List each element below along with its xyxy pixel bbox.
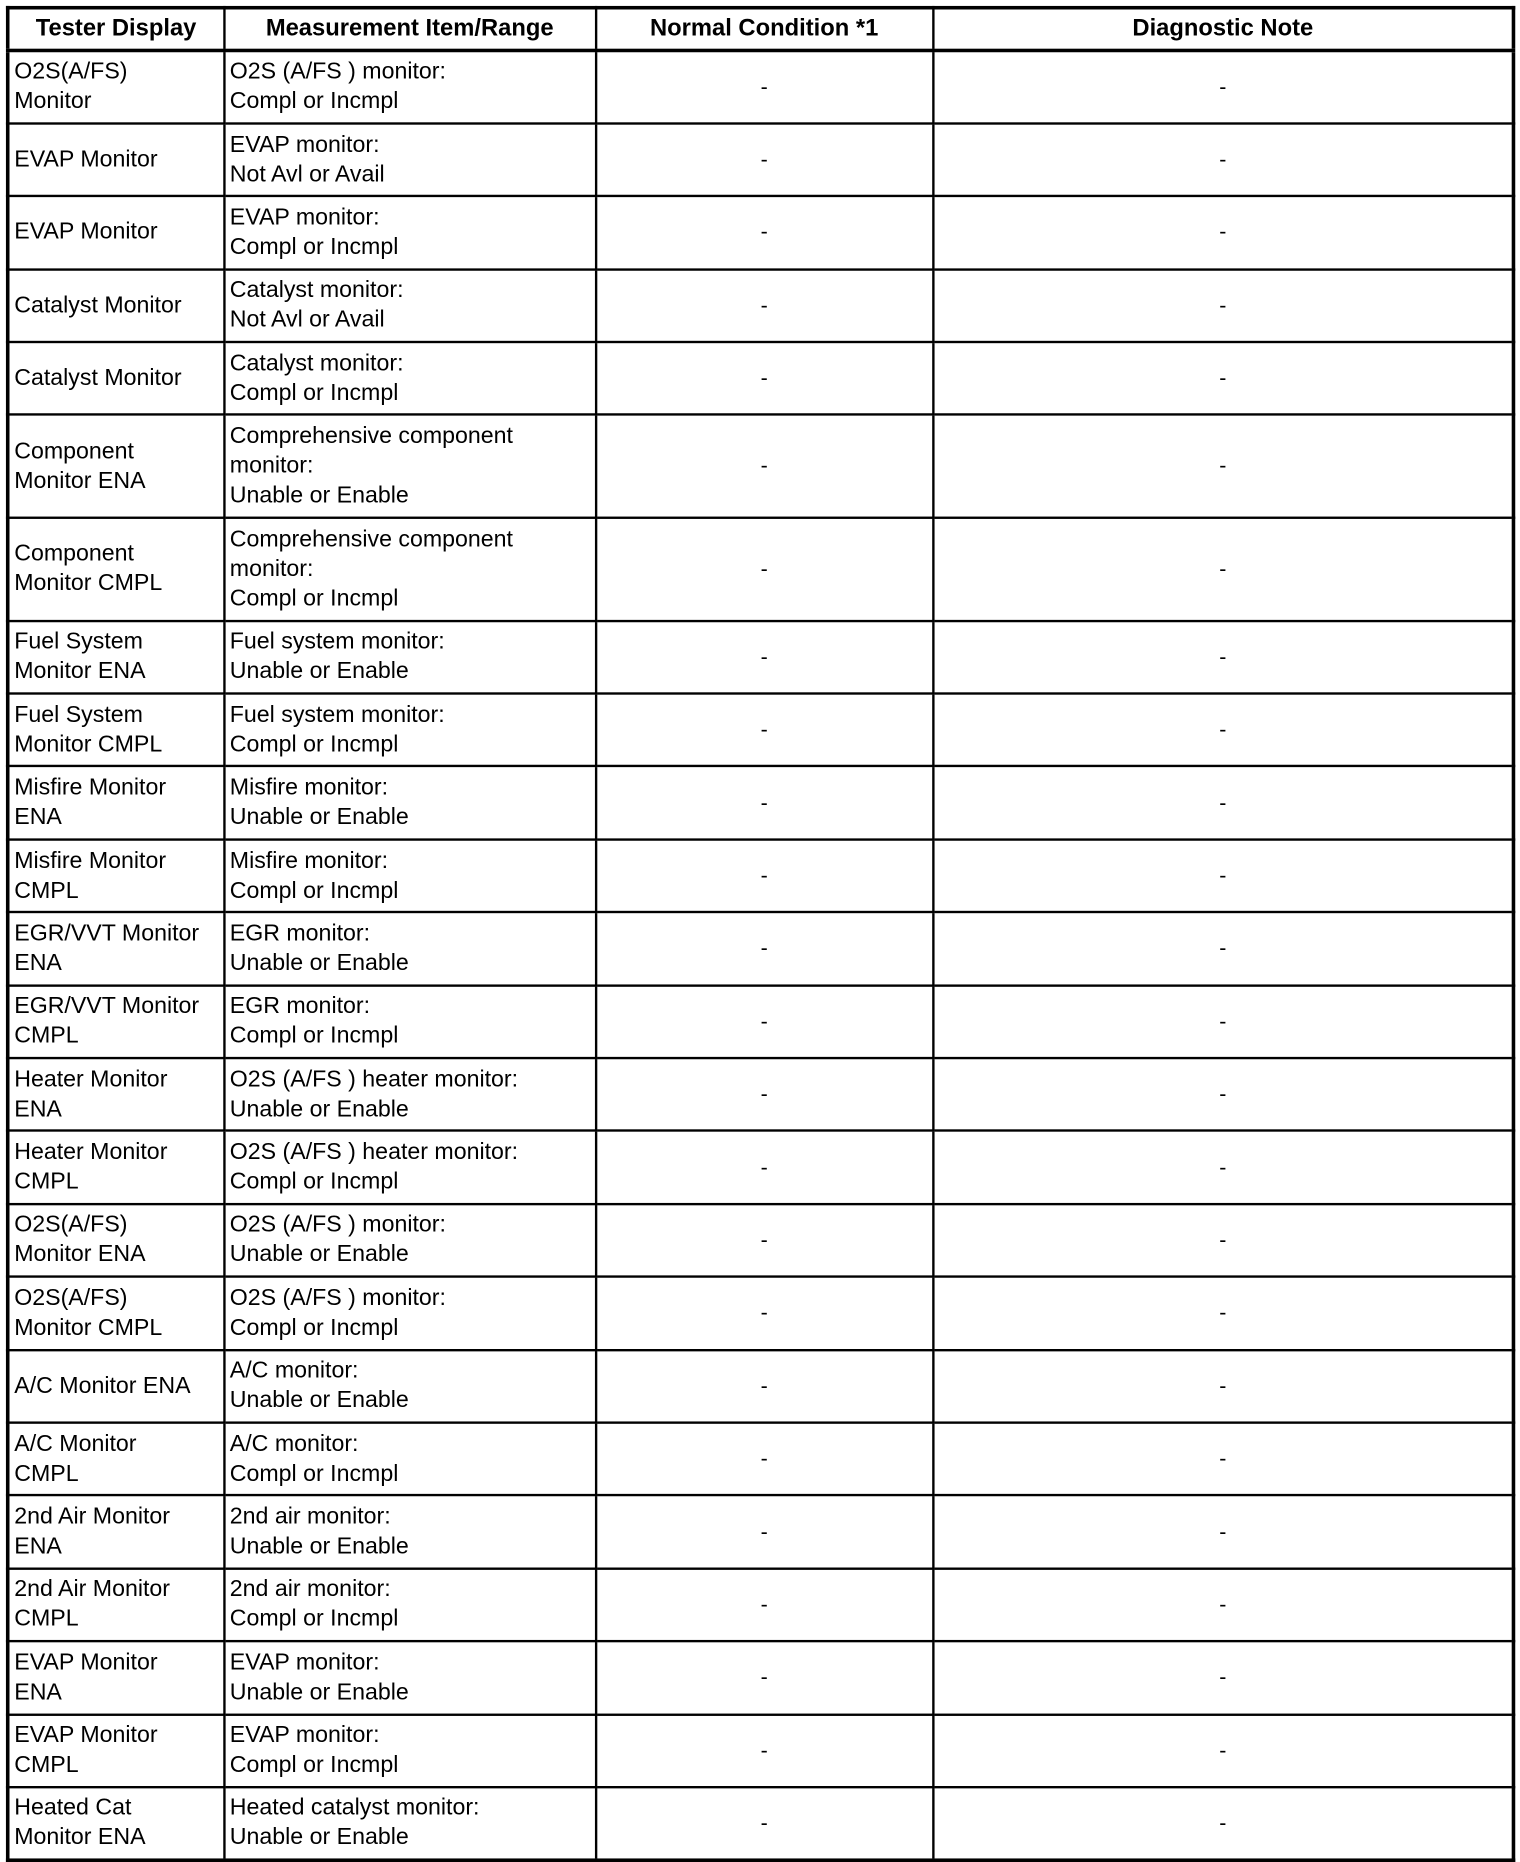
normal-condition-cell [596,196,933,269]
normal-condition-cell-text: - [760,556,768,581]
measurement-cell-text: EVAP monitor: Unable or Enable [229,1649,409,1706]
table-row [8,1350,1514,1423]
normal-condition-cell-text: - [760,1592,768,1617]
table-row [8,415,1514,518]
measurement-cell-text: EVAP monitor: Compl or Incmpl [229,1722,399,1778]
diagnostic-note-cell [933,985,1514,1058]
normal-condition-cell-text: - [760,220,768,244]
diagnostic-note-cell [933,415,1514,518]
diagnostic-note-cell-text: - [1219,220,1227,244]
tester-display-cell-text: O2S(A/FS) Monitor [14,58,128,115]
table-header [8,8,1514,51]
tester-display-cell [8,1423,224,1496]
measurement-cell [224,985,596,1058]
diagnostic-note-cell-text: - [1219,1446,1227,1471]
diagnostic-note-cell [933,342,1514,415]
measurement-cell [224,1204,596,1277]
normal-condition-cell [596,839,933,912]
table-row [8,766,1514,839]
measurement-cell-text: EVAP monitor: Not Avl or Avail [229,131,385,188]
normal-condition-cell [596,1058,933,1131]
normal-condition-cell [596,123,933,196]
normal-condition-cell-text: - [760,366,768,390]
diagnostic-note-cell [933,912,1514,985]
table-body [8,50,1514,1859]
measurement-cell [224,1568,596,1641]
header-diagnostic-note: Diagnostic Note [933,8,1514,51]
tester-display-cell [8,1787,224,1860]
measurement-cell [224,1495,596,1568]
header-row [8,8,1514,51]
tester-display-cell [8,342,224,415]
diagnostic-note-cell-text: - [1219,453,1227,478]
table-row [8,1058,1514,1131]
tester-display-cell [8,50,224,123]
diagnostic-note-cell-text: - [1219,936,1227,960]
normal-condition-cell-text: - [760,1300,768,1325]
measurement-cell [224,1350,596,1423]
diagnostic-note-cell [933,123,1514,196]
measurement-cell-text: A/C monitor: Compl or Incmpl [229,1430,399,1487]
diagnostic-note-cell [933,196,1514,269]
normal-condition-cell [596,1495,933,1568]
diagnostic-note-cell [933,766,1514,839]
tester-display-cell [8,269,224,342]
tester-display-cell [8,694,224,767]
measurement-cell-text: O2S (A/FS ) heater monitor: Compl or Incmpl [229,1138,519,1195]
diagnostic-note-cell [933,1350,1514,1423]
diagnostic-note-cell-text: - [1219,1592,1227,1617]
normal-condition-cell-text: - [760,717,768,742]
normal-condition-cell [596,1204,933,1277]
table-row [8,1277,1514,1350]
table-row [8,985,1514,1058]
normal-condition-cell-text: - [760,1082,768,1106]
measurement-cell-text: O2S (A/FS ) monitor: Unable or Enable [229,1211,446,1268]
tester-display-cell-text: EGR/VVT Monitor ENA [14,920,200,976]
diagnostic-note-cell-text: - [1219,863,1227,888]
measurement-cell-text: Comprehensive component monitor: Compl or Incmpl [229,525,513,612]
diagnostic-note-cell [933,1641,1514,1714]
tester-display-cell [8,1495,224,1568]
tester-display-cell-text: O2S(A/FS) Monitor ENA [14,1211,146,1268]
measurement-cell-text: Comprehensive component monitor: Unable or Enable [229,423,513,509]
diagnostic-note-cell [933,621,1514,694]
measurement-cell-text: O2S (A/FS ) heater monitor: Unable or Enable [229,1065,519,1122]
diagnostic-note-cell-text: - [1219,644,1227,669]
diagnostic-note-cell [933,1568,1514,1641]
diagnostic-note-cell [933,1058,1514,1131]
measurement-cell-text: EGR monitor: Unable or Enable [229,920,409,976]
tester-display-cell-text: O2S(A/FS) Monitor CMPL [14,1284,163,1341]
diagnostic-note-cell-text: - [1219,1373,1227,1398]
tester-display-cell-text: 2nd Air Monitor ENA [14,1503,170,1560]
diagnostic-note-cell-text: - [1219,1519,1227,1544]
measurement-cell-text: Misfire monitor: Compl or Incmpl [229,847,399,904]
tester-display-cell-text: EVAP Monitor [14,219,158,246]
normal-condition-cell-text: - [760,1665,768,1689]
diagnostic-note-cell-text: - [1219,790,1227,815]
measurement-cell [224,123,596,196]
normal-condition-cell [596,694,933,767]
diagnostic-note-cell [933,839,1514,912]
diagnostic-note-cell-text: - [1219,1009,1227,1033]
table-row [8,269,1514,342]
tester-display-cell-text: 2nd Air Monitor CMPL [14,1576,170,1633]
table-row [8,1131,1514,1204]
diagnostic-note-cell-text: - [1219,1665,1227,1689]
table-row [8,621,1514,694]
measurement-cell [224,1714,596,1787]
measurement-cell [224,269,596,342]
header-tester-display: Tester Display [8,8,224,51]
measurement-cell [224,1058,596,1131]
measurement-cell [224,415,596,518]
table-row [8,839,1514,912]
table-row [8,1423,1514,1496]
measurement-cell [224,196,596,269]
measurement-cell [224,621,596,694]
table-row [8,1568,1514,1641]
measurement-cell-text: EGR monitor: Compl or Incmpl [229,993,399,1049]
normal-condition-cell [596,50,933,123]
measurement-cell [224,518,596,621]
normal-condition-cell-text: - [760,863,768,888]
tester-display-cell-text: Misfire Monitor CMPL [14,847,167,904]
table-row [8,1714,1514,1787]
diagnostic-note-cell [933,50,1514,123]
diagnostic-note-cell [933,1787,1514,1860]
tester-display-cell-text: EVAP Monitor CMPL [14,1722,158,1778]
tester-display-cell [8,518,224,621]
normal-condition-cell-text: - [760,1738,768,1762]
measurement-cell [224,912,596,985]
diagnostic-note-cell-text: - [1219,1154,1227,1179]
diagnostic-note-cell-text: - [1219,1810,1227,1835]
normal-condition-cell-text: - [760,1373,768,1398]
diagnostic-note-cell-text: - [1219,556,1227,581]
measurement-cell-text: Catalyst monitor: Not Avl or Avail [229,277,404,333]
table-row [8,342,1514,415]
tester-display-cell-text: Heated Cat Monitor ENA [14,1794,146,1851]
normal-condition-cell [596,766,933,839]
tester-display-cell-text: Component Monitor CMPL [14,540,163,597]
normal-condition-cell-text: - [760,936,768,960]
diagnostic-note-cell [933,1277,1514,1350]
tester-display-cell [8,1277,224,1350]
normal-condition-cell [596,269,933,342]
diagnostic-note-cell-text: - [1219,717,1227,742]
tester-display-cell [8,621,224,694]
normal-condition-cell-text: - [760,644,768,669]
diagnostic-note-cell-text: - [1219,293,1227,317]
diagnostic-note-cell-text: - [1219,74,1227,99]
header-measurement-item-range: Measurement Item/Range [224,8,596,51]
measurement-cell-text: 2nd air monitor: Unable or Enable [229,1503,409,1560]
measurement-cell [224,1787,596,1860]
diagnostic-note-cell-text: - [1219,1300,1227,1325]
tester-display-cell-text: Catalyst Monitor [14,291,182,319]
diagnostic-note-cell [933,1714,1514,1787]
tester-display-cell [8,415,224,518]
normal-condition-cell [596,1787,933,1860]
normal-condition-cell-text: - [760,453,768,478]
tester-display-cell [8,912,224,985]
tester-display-cell-text: Component Monitor ENA [14,437,146,494]
tester-display-table [6,6,1515,1862]
table-row [8,1204,1514,1277]
diagnostic-note-cell-text: - [1219,366,1227,390]
normal-condition-cell-text: - [760,1810,768,1835]
normal-condition-cell [596,912,933,985]
tester-display-cell-text: Misfire Monitor ENA [14,774,167,831]
measurement-cell [224,342,596,415]
diagnostic-note-cell [933,694,1514,767]
tester-display-cell-text: Fuel System Monitor ENA [14,628,146,685]
table-row [8,912,1514,985]
tester-display-cell-text: Fuel System Monitor CMPL [14,701,163,758]
normal-condition-cell [596,1641,933,1714]
measurement-cell-text: A/C monitor: Unable or Enable [229,1357,409,1414]
measurement-cell [224,1277,596,1350]
measurement-cell-text: 2nd air monitor: Compl or Incmpl [229,1576,399,1633]
measurement-cell [224,1131,596,1204]
diagnostic-note-cell [933,269,1514,342]
tester-display-cell [8,1058,224,1131]
tester-display-cell [8,196,224,269]
tester-display-cell [8,839,224,912]
measurement-cell-text: Fuel system monitor: Unable or Enable [229,628,445,685]
diagnostic-note-cell-text: - [1219,147,1227,172]
measurement-cell-text: Fuel system monitor: Compl or Incmpl [229,701,445,758]
measurement-cell-text: Misfire monitor: Unable or Enable [229,774,409,831]
table-row [8,196,1514,269]
table-row [8,1495,1514,1568]
diagnostic-note-cell [933,1204,1514,1277]
tester-display-cell-text: EVAP Monitor ENA [14,1649,158,1706]
table-row [8,50,1514,123]
table-row [8,518,1514,621]
diagnostic-note-cell-text: - [1219,1082,1227,1106]
measurement-cell [224,766,596,839]
normal-condition-cell [596,1350,933,1423]
measurement-cell [224,1423,596,1496]
normal-condition-cell-text: - [760,1227,768,1252]
diagnostic-note-cell-text: - [1219,1738,1227,1762]
table-row [8,123,1514,196]
measurement-cell-text: Heated catalyst monitor: Unable or Enable [229,1794,480,1851]
diagnostic-note-cell [933,1495,1514,1568]
normal-condition-cell-text: - [760,1154,768,1179]
tester-display-cell [8,1204,224,1277]
normal-condition-cell-text: - [760,790,768,815]
normal-condition-cell-text: - [760,74,768,99]
table-row [8,694,1514,767]
normal-condition-cell [596,342,933,415]
normal-condition-cell [596,518,933,621]
tester-display-cell-text: EVAP Monitor [14,146,158,173]
tester-display-cell [8,1350,224,1423]
normal-condition-cell-text: - [760,293,768,317]
header-normal-condition: Normal Condition *1 [596,8,933,51]
measurement-cell [224,839,596,912]
table-row [8,1641,1514,1714]
normal-condition-cell-text: - [760,1446,768,1471]
tester-display-cell-text: A/C Monitor CMPL [14,1430,137,1487]
normal-condition-cell [596,1423,933,1496]
diagnostic-note-cell [933,1423,1514,1496]
tester-display-cell-text: EGR/VVT Monitor CMPL [14,993,200,1049]
diagnostic-note-cell-text: - [1219,1227,1227,1252]
tester-display-cell [8,1568,224,1641]
measurement-cell-text: O2S (A/FS ) monitor: Compl or Incmpl [229,1284,446,1341]
measurement-cell [224,1641,596,1714]
normal-condition-cell [596,1568,933,1641]
tester-display-cell-text: Catalyst Monitor [14,364,182,391]
measurement-cell [224,50,596,123]
normal-condition-cell [596,985,933,1058]
tester-display-cell-text: Heater Monitor CMPL [14,1138,168,1195]
tester-display-cell [8,1714,224,1787]
tester-display-cell [8,1131,224,1204]
table-row [8,1787,1514,1860]
tester-display-cell-text: A/C Monitor ENA [14,1372,191,1399]
normal-condition-cell [596,415,933,518]
tester-display-cell-text: Heater Monitor ENA [14,1065,168,1122]
normal-condition-cell [596,1131,933,1204]
measurement-cell [224,694,596,767]
diagnostic-note-cell [933,1131,1514,1204]
measurement-cell-text: Catalyst monitor: Compl or Incmpl [229,350,404,406]
tester-display-cell [8,766,224,839]
measurement-cell-text: EVAP monitor: Compl or Incmpl [229,204,399,261]
normal-condition-cell-text: - [760,1009,768,1033]
normal-condition-cell-text: - [760,1519,768,1544]
normal-condition-cell-text: - [760,147,768,172]
diagnostic-note-cell [933,518,1514,621]
tester-display-cell [8,123,224,196]
normal-condition-cell [596,1277,933,1350]
normal-condition-cell [596,621,933,694]
measurement-cell-text: O2S (A/FS ) monitor: Compl or Incmpl [229,58,446,115]
tester-display-cell [8,1641,224,1714]
normal-condition-cell [596,1714,933,1787]
tester-display-cell [8,985,224,1058]
